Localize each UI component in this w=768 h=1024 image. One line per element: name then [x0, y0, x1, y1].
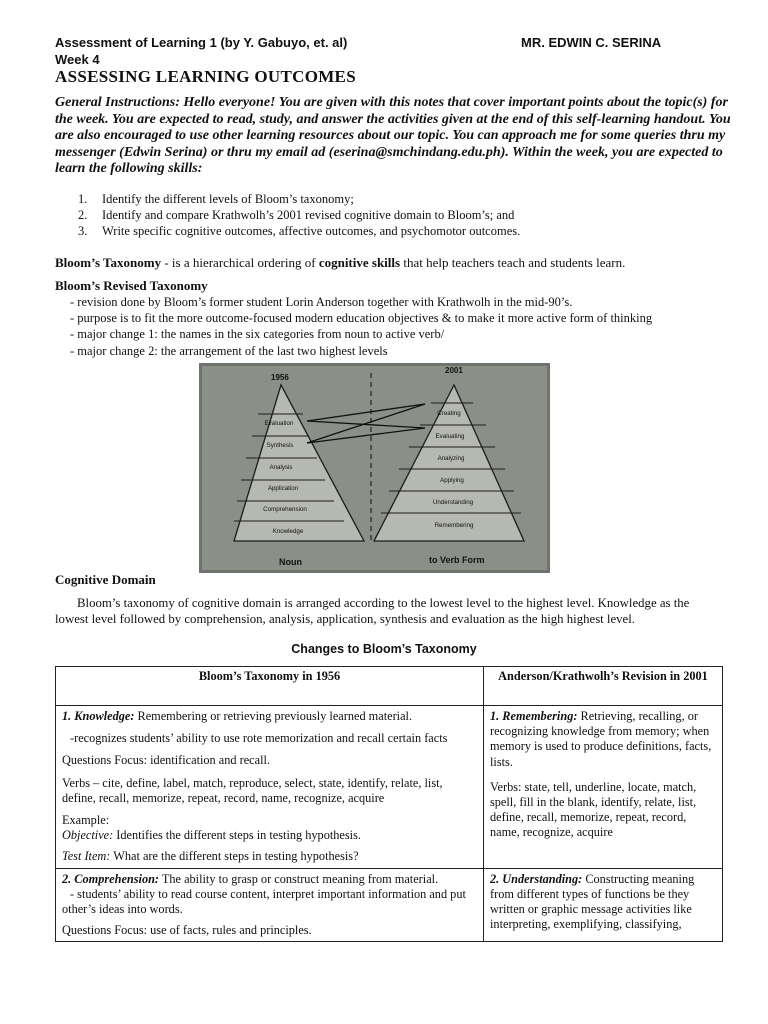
skill-item: 3. Write specific cognitive outcomes, affective outcomes, and psychomotor outcomes. — [78, 224, 521, 238]
instructor-name: MR. EDWIN C. SERINA — [521, 35, 662, 50]
pyramid-level-right: Applying — [440, 477, 464, 484]
skill-item: 1. Identify the different levels of Bloom’s taxonomy; — [78, 192, 354, 206]
list-item: - purpose is to fit the more outcome-focused modern education objectives & to make it more active form of thinking — [70, 311, 653, 326]
table-header-row — [56, 667, 723, 706]
table-cell: 1. Remembering: Retrieving, recalling, or recognizing knowledge from memory; when memory is used to produce definitions, facts, lists. Verbs: state, tell, underline, locate, match, spell, fill in the blank, identify, relate, list, define, recall, memorize, repeat, record, name, recognize, acquire — [484, 706, 723, 869]
pyramid-level-right: Creating — [437, 410, 461, 417]
bloom-definition: Bloom’s Taxonomy - is a hierarchical ordering of cognitive skills that help teachers teach and students learn. — [55, 255, 626, 270]
pyramid-level-right: Analyzing — [437, 455, 465, 462]
skills-list — [78, 191, 738, 239]
bottom-label-left: Noun — [279, 557, 302, 567]
pyramid-level-right: Remembering — [434, 522, 474, 529]
general-instructions: General Instructions: Hello everyone! You are given with this notes that cover important points about the topic(s) for the week. You are expected to read, study, and answer the activities given at the end of this self-learning handout. You are also encouraged to use other learning resources about our topic. You can approach me for some queries thru my messenger (Edwin Serina) or thru my email ad (eserina@smchindang.edu.ph). Within the week, you are expected to learn the following skills: — [55, 95, 731, 176]
table-cell: 1. Knowledge: Remembering or retrieving previously learned material. -recognizes students’ ability to use rote memorization and recall certain facts Questions Focus: identification and recall. Verbs – cite, define, label, match, reproduce, select, state, identify, relate, list, define, recall, memorize, repeat, record, name, recognize, acquire Example: Objective: Identifies the different steps in testing hypothesis. Test Item: What are the different steps in testing hypothesis? — [56, 706, 484, 869]
cognitive-domain-paragraph: Bloom’s taxonomy of cognitive domain is arranged according to the lowest level to the highest level. Knowledge as the lowest level followed by comprehension, analysis, application, synthesis and evaluation as the high highest level. — [55, 596, 690, 626]
pyramid-level-left: Evaluation — [264, 420, 294, 427]
table-row — [56, 868, 723, 942]
week-label: Week 4 — [55, 52, 100, 67]
bottom-label-right: to Verb Form — [429, 555, 485, 565]
skill-item: 2. Identify and compare Krathwolh’s 2001 revised cognitive domain to Bloom’s; and — [78, 208, 515, 222]
course-header: Assessment of Learning 1 (by Y. Gabuyo, et. al) — [55, 35, 348, 50]
pyramid-level-right: Evaluating — [435, 433, 465, 440]
revised-taxonomy-list — [70, 294, 750, 359]
taxonomy-pyramid-figure — [199, 363, 550, 573]
revised-taxonomy-title: Bloom’s Revised Taxonomy — [55, 278, 208, 293]
list-item: - major change 1: the names in the six categories from noun to active verb/ — [70, 327, 445, 342]
pyramid-level-left: Analysis — [269, 464, 293, 471]
year-left-label: 1956 — [271, 373, 289, 382]
table-row — [56, 706, 723, 869]
list-item: - revision done by Bloom’s former student Lorin Anderson together with Krathwolh in the mid-90’s. — [70, 295, 573, 309]
list-item: - major change 2: the arrangement of the last two highest levels — [70, 343, 388, 358]
pyramid-level-left: Knowledge — [272, 528, 304, 535]
page-title: ASSESSING LEARNING OUTCOMES — [55, 67, 356, 86]
table-cell: 2. Understanding: Constructing meaning from different types of functions be they written or graphic message activities like interpreting, exemplifying, classifying, — [484, 868, 723, 942]
column-header-1956: Bloom’s Taxonomy in 1956 — [56, 667, 484, 706]
taxonomy-comparison-table — [55, 666, 723, 942]
cognitive-domain-title: Cognitive Domain — [55, 572, 156, 587]
column-header-2001: Anderson/Krathwolh’s Revision in 2001 — [484, 667, 723, 706]
table-cell: 2. Comprehension: The ability to grasp or construct meaning from material. - students’ ability to read course content, interpret important information and put other’s ideas into words. Questions Focus: use of facts, rules and principles. — [56, 868, 484, 942]
table-caption: Changes to Bloom’s Taxonomy — [291, 642, 477, 656]
pyramid-level-right: Understanding — [432, 499, 474, 506]
pyramid-level-left: Synthesis — [266, 442, 294, 449]
pyramid-level-left: Application — [267, 485, 299, 492]
pyramid-level-left: Comprehension — [263, 506, 307, 513]
year-right-label: 2001 — [445, 366, 463, 375]
